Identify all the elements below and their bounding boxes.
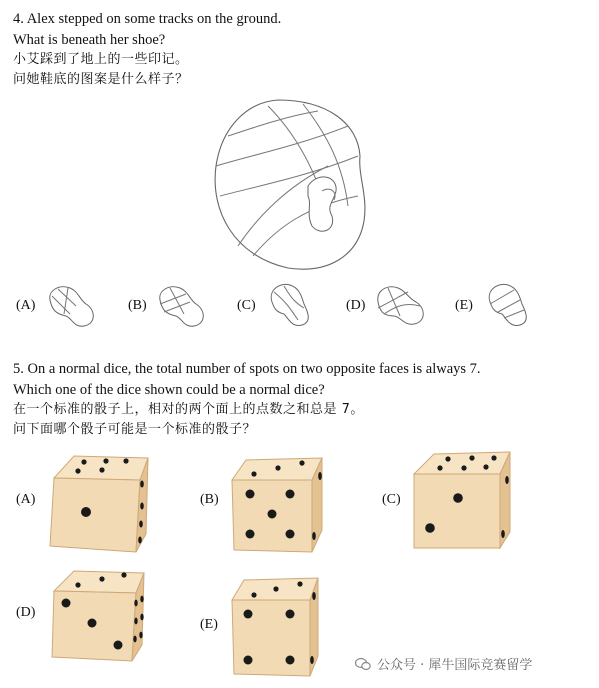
q4-option-b-label[interactable]: (B) bbox=[128, 298, 147, 313]
q4-chinese-line-1: 小艾踩到了地上的一些印记。 bbox=[13, 52, 189, 67]
shoe-option-c-image[interactable] bbox=[266, 282, 318, 328]
die-option-e-image[interactable] bbox=[228, 574, 324, 680]
die-option-d-image[interactable] bbox=[48, 565, 148, 665]
shoe-option-a-image[interactable] bbox=[46, 284, 98, 328]
q4-option-e-label[interactable]: (E) bbox=[455, 298, 473, 313]
q4-option-a-label[interactable]: (A) bbox=[16, 298, 36, 313]
q5-option-e-label[interactable]: (E) bbox=[200, 617, 218, 632]
q5-title: 5. On a normal dice, the total number of spots on two opposite faces is always 7. bbox=[13, 361, 481, 377]
shoe-option-e-image[interactable] bbox=[484, 282, 534, 328]
watermark bbox=[355, 654, 532, 673]
die-option-a-image[interactable] bbox=[44, 450, 156, 556]
die-option-c-image[interactable] bbox=[410, 448, 514, 554]
shoe-option-d-image[interactable] bbox=[374, 284, 428, 328]
watermark-text: 公众号 · 犀牛国际竞赛留学 bbox=[377, 658, 533, 673]
q4-option-d-label[interactable]: (D) bbox=[346, 298, 366, 313]
die-option-b-image[interactable] bbox=[228, 452, 328, 556]
q5-option-b-label[interactable]: (B) bbox=[200, 492, 219, 507]
q5-option-a-label[interactable]: (A) bbox=[16, 492, 36, 507]
shoe-option-b-image[interactable] bbox=[156, 284, 208, 328]
q5-option-c-label[interactable]: (C) bbox=[382, 492, 401, 507]
q4-chinese-line-2: 问她鞋底的图案是什么样子？ bbox=[13, 72, 189, 87]
q5-option-d-label[interactable]: (D) bbox=[16, 605, 36, 620]
q5-chinese-line-2: 问下面哪个骰子可能是一个标准的骰子？ bbox=[13, 422, 257, 437]
track-picture bbox=[208, 96, 368, 276]
q4-title: 4. Alex stepped on some tracks on the ground. bbox=[13, 11, 282, 27]
q5-subtitle: Which one of the dice shown could be a normal dice? bbox=[13, 382, 325, 398]
wechat-icon bbox=[355, 657, 371, 671]
q4-subtitle: What is beneath her shoe? bbox=[13, 32, 166, 48]
q5-chinese-line-1: 在一个标准的骰子上，相对的两个面上的点数之和总是 7。 bbox=[13, 402, 364, 417]
q4-option-c-label[interactable]: (C) bbox=[237, 298, 256, 313]
